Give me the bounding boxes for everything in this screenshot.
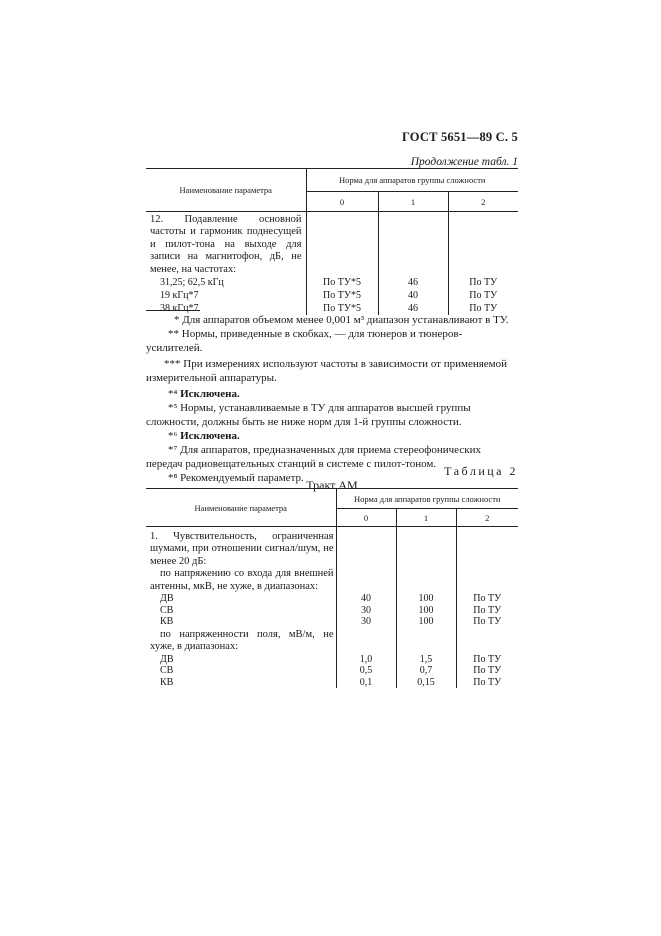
table-row — [146, 593, 518, 605]
sub-1-text: по напряжению со входа для внешней антенны, мкВ, не хуже, в диапазонах: — [150, 568, 334, 592]
col-header-name: Наименование параметра — [146, 169, 306, 212]
footnote-4 — [146, 387, 518, 401]
footnote-6 — [146, 429, 518, 443]
row-label: ДВ — [160, 653, 174, 665]
footnote-8: *⁸ Рекомендуемый параметр. — [168, 472, 304, 484]
col-header-group-0: 0 — [336, 509, 396, 527]
param-1-text: 1. Чувствительность, ограниченная шумами, при отношении сигнал/шум, не менее 20 дБ: — [150, 531, 334, 567]
cell-g0: 30 — [336, 616, 396, 628]
cell-g2: По ТУ — [456, 593, 518, 605]
cell-g0: 0,5 — [336, 665, 396, 677]
footnotes — [146, 313, 518, 485]
table-row — [146, 653, 518, 665]
table-2-title: Тракт АМ — [306, 478, 358, 492]
cell-g2: По ТУ — [456, 665, 518, 677]
footnote-2: ** Нормы, приведенные в скобках, — для тюнеров и тюнеров-усилителей. — [146, 328, 463, 354]
row-label: КВ — [160, 676, 174, 688]
table-1 — [146, 168, 518, 315]
cell-g2: По ТУ — [448, 289, 518, 302]
row-label: СВ — [160, 665, 174, 677]
footnote-4-text: Исключена. — [180, 388, 240, 400]
cell-g1: 0,15 — [396, 676, 456, 688]
page-header: ГОСТ 5651—89 С. 5 — [401, 130, 518, 144]
footnote-5: *⁵ Нормы, устанавливаемые в ТУ для аппаратов высшей группы сложности, должны быть не ниже норм для 1-й группы сложности. — [146, 402, 471, 428]
param-12-text: 12. Подавление основной частоты и гармоник поднесущей и пилот-тона на выходе для записи на магнитофон, дБ, не менее, на частотах: — [150, 214, 302, 275]
cell-g0: 40 — [336, 593, 396, 605]
sub-2-text: по напряженности поля, мВ/м, не хуже, в диапазонах: — [150, 628, 334, 652]
col-header-group-1: 1 — [378, 192, 448, 212]
row-label: СВ — [160, 604, 174, 616]
cell-g0: 1,0 — [336, 653, 396, 665]
footnote-6-text: Исключена. — [180, 430, 240, 442]
footnote-6-mark: *⁶ — [168, 430, 178, 442]
cell-g1: 46 — [378, 302, 448, 315]
col-header-group-2: 2 — [456, 509, 518, 527]
col-header-group: Норма для аппаратов группы сложности — [306, 169, 518, 192]
table-continuation-label: Продолжение табл. 1 — [410, 156, 518, 168]
table-row — [146, 276, 518, 289]
footnote-rule — [146, 310, 200, 311]
cell-g1: 100 — [396, 616, 456, 628]
table-row — [146, 289, 518, 302]
cell-g1: 0,7 — [396, 665, 456, 677]
cell-g1: 46 — [378, 276, 448, 289]
table-row — [146, 616, 518, 628]
footnote-3: *** При измерениях используют частоты в зависимости от применяемой измерительной аппаратуры. — [146, 358, 508, 384]
row-label: 19 кГц*7 — [160, 290, 199, 302]
cell-g0: По ТУ*5 — [306, 289, 378, 302]
cell-g1: 1,5 — [396, 653, 456, 665]
col-header-group-1: 1 — [396, 509, 456, 527]
cell-g2: По ТУ — [456, 676, 518, 688]
row-label: 38 кГц*7 — [160, 303, 199, 315]
cell-g0: По ТУ*5 — [306, 276, 378, 289]
cell-g1: 100 — [396, 593, 456, 605]
col-header-group-2: 2 — [448, 192, 518, 212]
cell-g2: По ТУ — [448, 302, 518, 315]
col-header-group-0: 0 — [306, 192, 378, 212]
table-row — [146, 605, 518, 617]
cell-g2: По ТУ — [448, 276, 518, 289]
cell-g0: 0,1 — [336, 676, 396, 688]
table-row — [146, 665, 518, 677]
cell-g2: По ТУ — [456, 653, 518, 665]
cell-g1: 40 — [378, 289, 448, 302]
table-2 — [146, 488, 518, 688]
row-label: 31,25; 62,5 кГц — [160, 277, 224, 289]
col-header-group: Норма для аппаратов группы сложности — [336, 489, 518, 509]
cell-g0: По ТУ*5 — [306, 302, 378, 315]
row-label: КВ — [160, 616, 174, 628]
footnote-7: *⁷ Для аппаратов, предназначенных для приема стереофонических передач радиовещательных станций в системе с пилот-тоном. — [146, 444, 481, 470]
cell-g0: 30 — [336, 605, 396, 617]
cell-g2: По ТУ — [456, 605, 518, 617]
table-2-label: Таблица 2 — [444, 464, 518, 478]
footnote-4-mark: *⁴ — [168, 388, 178, 400]
col-header-name: Наименование параметра — [146, 489, 336, 527]
table-row — [146, 676, 518, 688]
row-label: ДВ — [160, 593, 174, 605]
cell-g2: По ТУ — [456, 616, 518, 628]
cell-g1: 100 — [396, 605, 456, 617]
footnote-1: * Для аппаратов объемом менее 0,001 м³ диапазон устанавливают в ТУ. — [174, 314, 509, 326]
